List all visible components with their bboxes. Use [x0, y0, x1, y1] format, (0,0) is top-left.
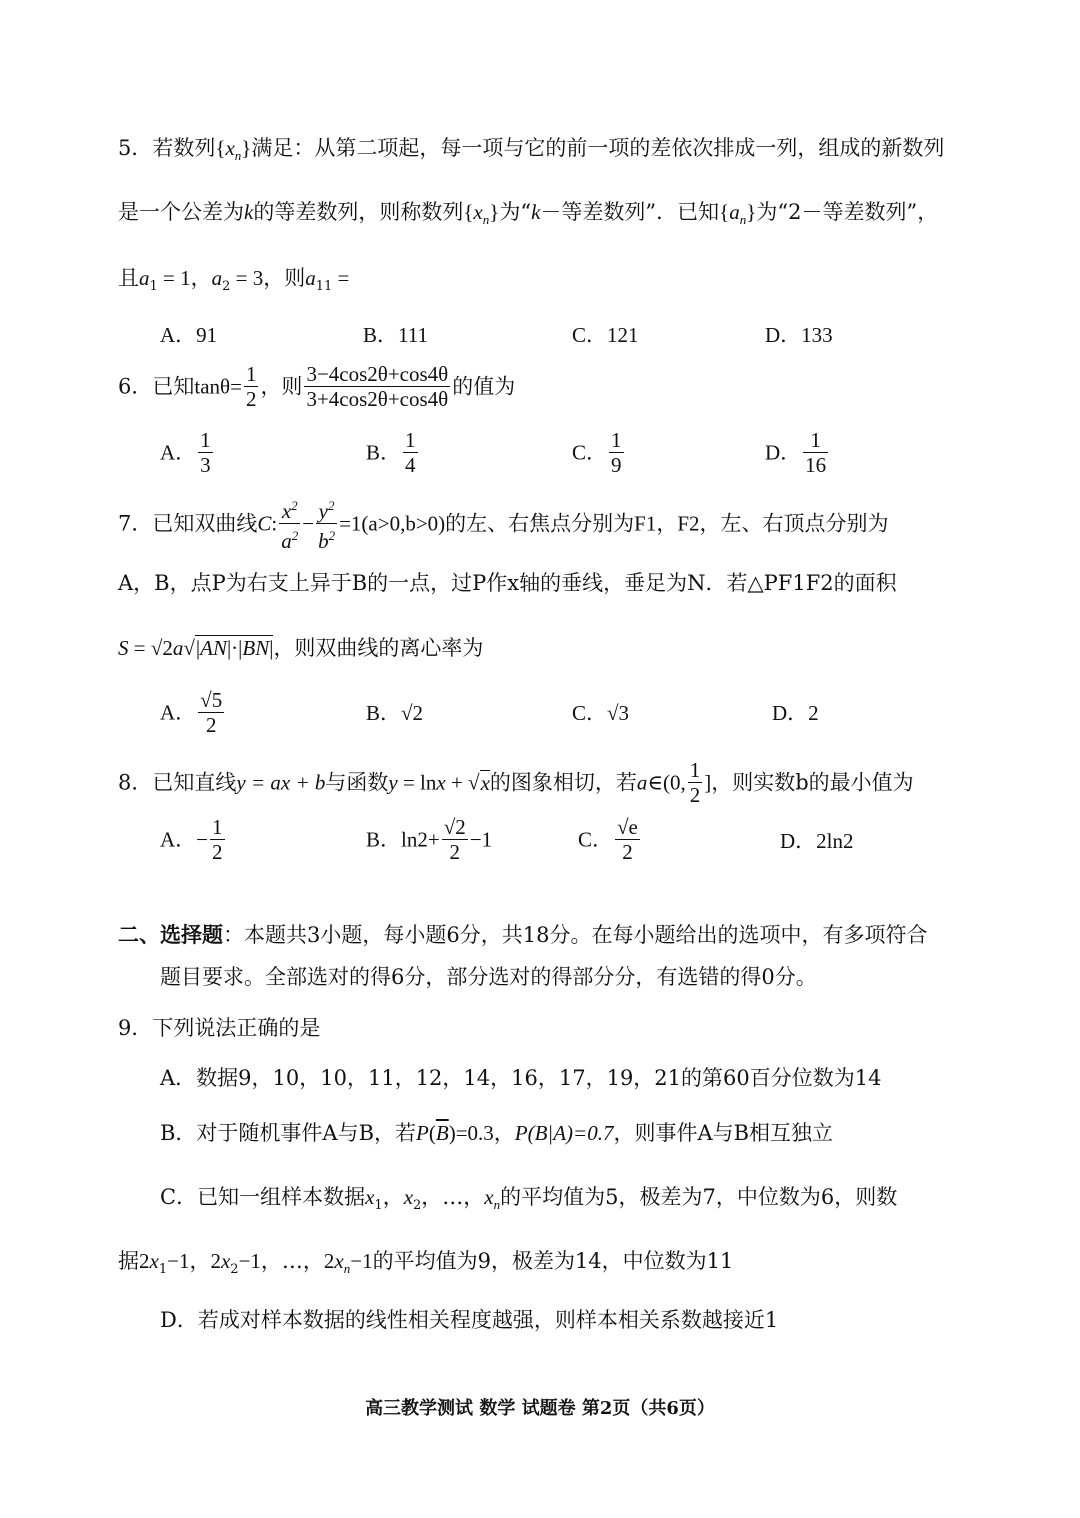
section2-title: 二、选择题 — [118, 922, 223, 947]
q9-option-c-line2: 据$2x_1-1$，$2x_2-1$，…，$2x_n-1$的平均值为9，极差为14，中位数为11 — [118, 1249, 734, 1278]
q6-option-b: B． $\frac{1}{4}$ — [366, 428, 416, 477]
q7-option-b: B．√2 — [366, 701, 424, 725]
section2-instructions: 题目要求。全部选对的得6分，部分选对的得部分分，有选错的得0分。 — [160, 965, 817, 989]
q5-option-c: C．121 — [572, 323, 639, 347]
q9-option-a: A．数据9，10，10，11，12，14，16，17，19，21的第60百分位数为14 — [160, 1066, 882, 1090]
section2-heading: 二、选择题：本题共3小题，每小题6分，共18分。在每小题给出的选项中，有多项符合 — [118, 922, 928, 947]
q9-option-d: D．若成对样本数据的线性相关程度越强，则样本相关系数越接近1 — [160, 1308, 779, 1332]
page-footer: 高三教学测试 数学 试题卷 第2页（共6页） — [365, 1398, 715, 1419]
q7-line3: S = √2a√|AN|·|BN|，则双曲线的离心率为 — [118, 636, 484, 660]
q9-option-c-line1: C．已知一组样本数据$x_1$，$x_2$，…，$x_n$的平均值为5，极差为7，中位数为6，则数 — [160, 1185, 898, 1214]
q6-option-d: D． $\frac{1}{16}$ — [765, 428, 827, 477]
q6-stem: 6．已知tanθ= $\frac{1}{2}$ ，则 $\frac{3-4\cos 2\theta+\cos 4\theta}{3+4\cos 2\theta+\cos 4\theta}$ 的值为 — [118, 362, 516, 411]
q8-option-b: B．ln2+ $\frac{√2}{2}$ −1 — [366, 815, 493, 864]
q9-option-b: B．对于随机事件A与B，若$P(\overline{B})=0.3$，P(B|A)=0.7，则事件A与B相互独立 — [160, 1121, 834, 1145]
q6-option-a: A． $\frac{1}{3}$ — [160, 428, 211, 477]
q8-option-d: D．2ln2 — [780, 829, 854, 853]
q7-option-c: C．√3 — [572, 701, 630, 725]
q9-stem: 9．下列说法正确的是 — [118, 1016, 321, 1040]
q5-line2: 是一个公差为k的等差数列，则称数列$\{x_n\}$为“k－等差数列”．已知$\{a_n\}$为“2－等差数列”， — [118, 200, 939, 228]
q7-option-d: D．2 — [772, 701, 819, 725]
q5-line3: 且$a_1 = 1$，$a_2 = 3$，则$a_{11}$ = — [118, 266, 350, 295]
q8-option-a: A．− $\frac{1}{2}$ — [160, 815, 223, 864]
q6-option-c: C． $\frac{1}{9}$ — [572, 428, 622, 477]
q5-line1: 5．若数列$\{x_n\}$满足：从第二项起，每一项与它的前一项的差依次排成一列，组成的新数列 — [118, 136, 945, 164]
q8-option-c: C． $\frac{√e}{2}$ — [578, 815, 638, 864]
q5-option-a: A．91 — [160, 323, 218, 347]
q5-option-b: B．111 — [363, 323, 428, 347]
q8-stem: 8．已知直线y = ax + b与函数y = lnx + √x的图象相切，若a∈(0, $\frac{1}{2}$ ]，则实数b的最小值为 — [118, 758, 914, 807]
q7-line2: A，B，点P为右支上异于B的一点，过P作x轴的垂线，垂足为N．若△PF1F2的面积 — [118, 571, 897, 595]
q7-option-a: A． $\frac{√5}{2}$ — [160, 688, 223, 737]
q5-option-d: D．133 — [765, 323, 833, 347]
q7-line1: 7．已知双曲线C: $\frac{x^2}{a^2}$ − $\frac{y^2}{b^2}$ =1(a>0,b>0)的左、右焦点分别为F1，F2，左、右顶点分别为 — [118, 494, 889, 553]
